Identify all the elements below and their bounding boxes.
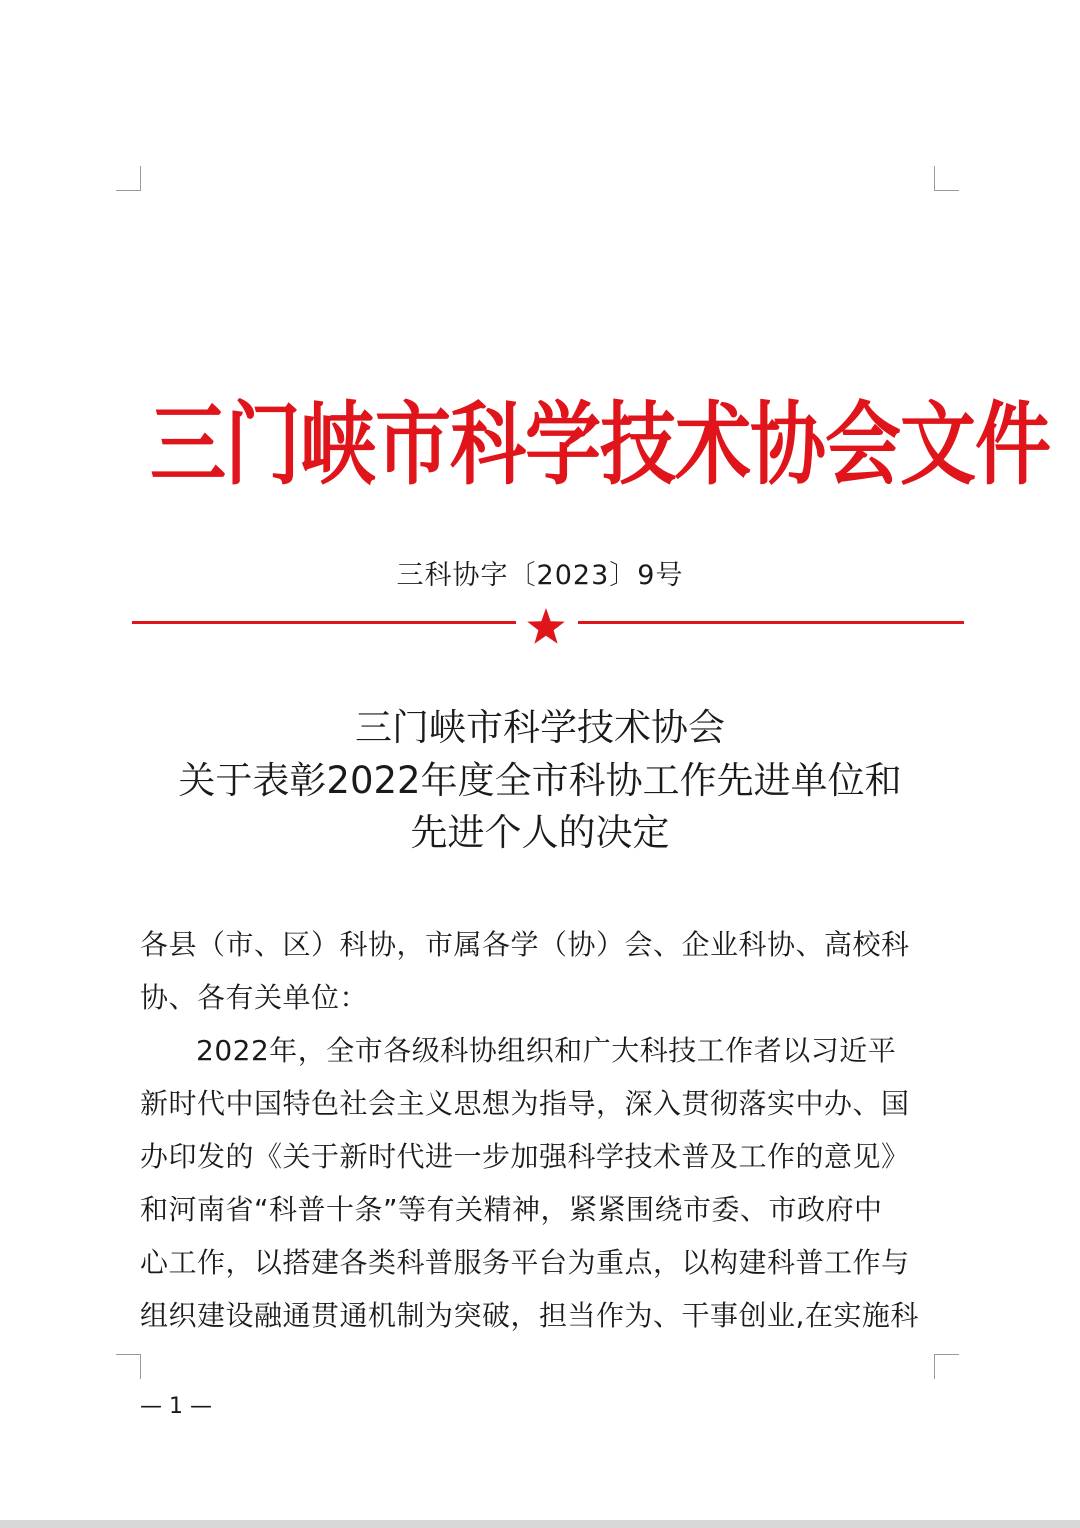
divider-line-right (578, 621, 964, 624)
masthead-title: 三门峡市科学技术协会文件 (150, 391, 1050, 497)
body-line: 新时代中国特色社会主义思想为指导，深入贯彻落实中办、国 (140, 1087, 910, 1120)
star-icon (526, 606, 566, 646)
crop-mark-bottom-left (116, 1354, 141, 1379)
body-line: 心工作，以搭建各类科普服务平台为重点，以构建科普工作与 (140, 1246, 910, 1279)
document-title-line-2: 关于表彰2022年度全市科协工作先进单位和 (178, 759, 902, 802)
page-number: — 1 — (140, 1394, 212, 1419)
bottom-scroll-edge (0, 1520, 1080, 1528)
crop-mark-top-left (116, 166, 141, 191)
document-title-line-1: 三门峡市科学技术协会 (355, 706, 725, 749)
body-line: 协、各有关单位： (140, 981, 369, 1014)
body-line: 各县（市、区）科协，市属各学（协）会、企业科协、高校科 (140, 928, 910, 961)
crop-mark-top-right (934, 166, 959, 191)
divider-line-left (132, 621, 516, 624)
body-line: 组织建设融通贯通机制为突破，担当作为、干事创业,在实施科 (140, 1299, 919, 1332)
body-line: 2022年，全市各级科协组织和广大科技工作者以习近平 (196, 1034, 897, 1067)
document-title-line-3: 先进个人的决定 (410, 811, 670, 854)
crop-mark-bottom-right (934, 1354, 959, 1379)
body-line: 办印发的《关于新时代进一步加强科学技术普及工作的意见》 (140, 1140, 910, 1173)
document-number: 三科协字〔2023〕9号 (396, 560, 684, 591)
body-line: 和河南省“科普十条”等有关精神，紧紧围绕市委、市政府中 (140, 1193, 883, 1226)
